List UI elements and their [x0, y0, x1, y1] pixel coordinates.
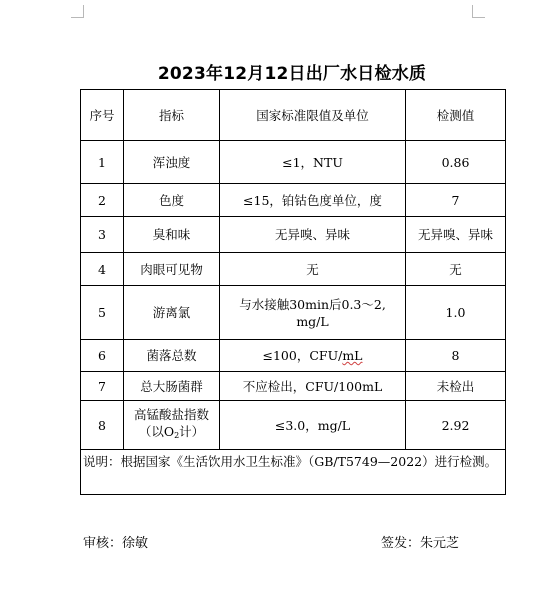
row-indicator — [124, 401, 220, 450]
spellcheck-unit: mL — [342, 348, 363, 363]
row-serial: 5 — [81, 286, 124, 340]
row-serial: 8 — [81, 401, 124, 450]
row-value: 未检出 — [406, 372, 506, 401]
page-corner-mark-top-left — [71, 5, 84, 18]
row-serial: 4 — [81, 253, 124, 286]
row-standard: ≤3.0，mg/L — [220, 401, 406, 450]
table-row — [81, 253, 506, 286]
row-value: 无异嗅、异味 — [406, 217, 506, 253]
table-row — [81, 340, 506, 372]
row-serial: 2 — [81, 184, 124, 217]
indicator-line-1: 高锰酸盐指数 — [133, 407, 209, 422]
row-indicator: 肉眼可见物 — [124, 253, 220, 286]
table-header-row — [81, 90, 506, 141]
row-indicator: 总大肠菌群 — [124, 372, 220, 401]
page-corner-mark-top-right — [472, 5, 485, 18]
text-cursor — [505, 279, 506, 288]
table-row — [81, 217, 506, 253]
standard-line-1: 与水接触30min后0.3～2, — [239, 296, 386, 312]
row-standard: 不应检出，CFU/100mL — [220, 372, 406, 401]
row-indicator: 菌落总数 — [124, 340, 220, 372]
row-value: 0.86 — [406, 141, 506, 184]
table-row — [81, 286, 506, 340]
row-indicator: 色度 — [124, 184, 220, 217]
header-serial: 序号 — [81, 90, 124, 141]
row-value: 无 — [406, 253, 506, 286]
row-value: 8 — [406, 340, 506, 372]
row-serial: 3 — [81, 217, 124, 253]
row-value: 7 — [406, 184, 506, 217]
table-row — [81, 401, 506, 450]
issuer-signature: 签发：朱元芝 — [381, 536, 460, 551]
document-title: 2023年12月12日出厂水日检水质 — [157, 64, 427, 84]
header-value: 检测值 — [406, 90, 506, 141]
row-indicator: 臭和味 — [124, 217, 220, 253]
table-row — [81, 141, 506, 184]
header-indicator: 指标 — [124, 90, 220, 141]
row-standard: ≤1，NTU — [220, 141, 406, 184]
header-standard: 国家标准限值及单位 — [220, 90, 406, 141]
indicator-line-2-pre: （以O — [138, 424, 175, 439]
standard-prefix: ≤100，CFU/ — [262, 348, 343, 363]
row-serial: 6 — [81, 340, 124, 372]
row-value: 2.92 — [406, 401, 506, 450]
indicator-line-2-subscript: 2 — [174, 431, 180, 440]
standard-line-2: mg/L — [296, 313, 329, 329]
table-row — [81, 372, 506, 401]
table-note: 说明：根据国家《生活饮用水卫生标准》（GB/T5749—2022）进行检测。 — [81, 450, 506, 495]
row-standard — [220, 286, 406, 340]
row-standard: ≤15，铂钴色度单位，度 — [220, 184, 406, 217]
indicator-line-2-post: 计） — [179, 424, 205, 439]
water-quality-table — [80, 89, 506, 495]
table-row — [81, 184, 506, 217]
reviewer-signature: 审核：徐敏 — [83, 536, 149, 551]
row-indicator: 游离氯 — [124, 286, 220, 340]
row-value: 1.0 — [406, 286, 506, 340]
row-standard — [220, 340, 406, 372]
row-standard: 无异嗅、异味 — [220, 217, 406, 253]
row-standard: 无 — [220, 253, 406, 286]
note-row — [81, 450, 506, 495]
row-serial: 1 — [81, 141, 124, 184]
row-indicator: 浑浊度 — [124, 141, 220, 184]
row-serial: 7 — [81, 372, 124, 401]
